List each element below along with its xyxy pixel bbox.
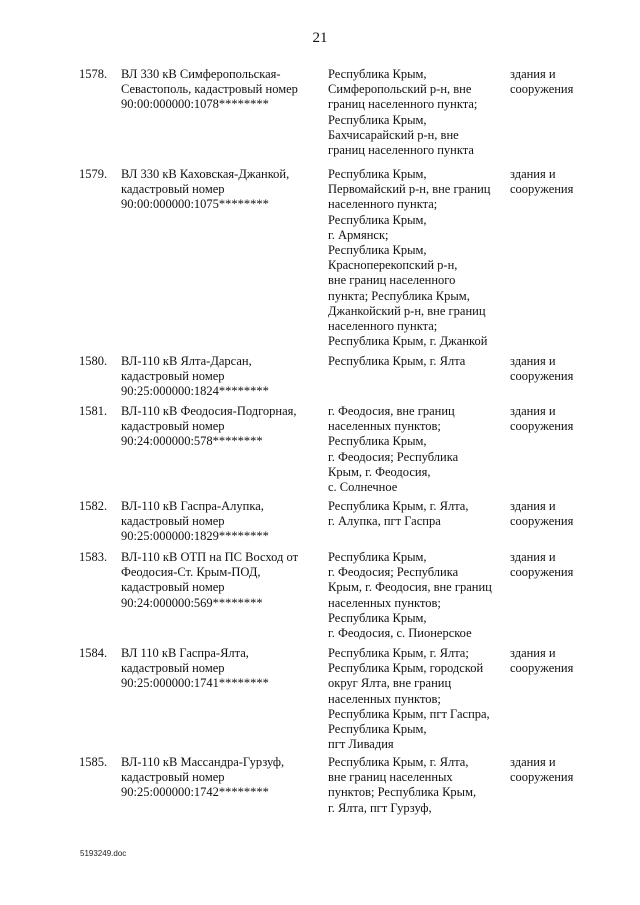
object-address: Республика Крым, г. Феодосия; Республика Крым, г. Феодосия, вне границ населенных пунктов; Республика Крым, г. Феодосия, с. Пионерское	[328, 550, 492, 641]
object-name: ВЛ 330 кВ Каховская-Джанкой, кадастровый номер 90:00:000000:1075********	[121, 167, 290, 212]
table-row	[0, 550, 640, 646]
row-number: 1583.	[79, 550, 108, 564]
object-address: Республика Крым, Первомайский р-н, вне границ населенного пункта; Республика Крым, г. Армянск; Республика Крым, Красноперекопский р-н, вне границ населенного пункта; Республика Крым, Джанкойский р-н, вне границ населенного пункта; Республика Крым, г. Джанкой	[328, 167, 491, 349]
table-row	[0, 646, 640, 755]
object-name: ВЛ-110 кВ Гаспра-Алупка, кадастровый номер 90:25:000000:1829********	[121, 499, 269, 544]
row-number: 1585.	[79, 755, 108, 769]
object-address: Республика Крым, г. Ялта, г. Алупка, пгт Гаспра	[328, 499, 469, 529]
object-address: г. Феодосия, вне границ населенных пунктов; Республика Крым, г. Феодосия; Республика Крым, г. Феодосия, с. Солнечное	[328, 404, 459, 495]
object-name: ВЛ-110 кВ Феодосия-Подгорная, кадастровый номер 90:24:000000:578********	[121, 404, 297, 449]
row-number: 1584.	[79, 646, 108, 660]
row-number: 1579.	[79, 167, 108, 181]
object-type: здания и сооружения	[510, 167, 574, 197]
object-type: здания и сооружения	[510, 755, 574, 785]
table-row	[0, 354, 640, 404]
object-type: здания и сооружения	[510, 499, 574, 529]
row-number: 1582.	[79, 499, 108, 513]
row-number: 1581.	[79, 404, 108, 418]
object-name: ВЛ-110 кВ Массандра-Гурзуф, кадастровый номер 90:25:000000:1742********	[121, 755, 285, 800]
object-address: Республика Крым, г. Ялта, вне границ населенных пунктов; Республика Крым, г. Ялта, пгт Гурзуф,	[328, 755, 477, 815]
row-number: 1580.	[79, 354, 108, 368]
table-row	[0, 499, 640, 550]
object-name: ВЛ-110 кВ ОТП на ПС Восход от Феодосия-Ст. Крым-ПОД, кадастровый номер 90:24:000000:569********	[121, 550, 299, 610]
table-row	[0, 404, 640, 499]
objects-table	[0, 67, 640, 825]
object-name: ВЛ-110 кВ Ялта-Дарсан, кадастровый номер 90:25:000000:1824********	[121, 354, 269, 399]
document-filename: 5193249.doc	[80, 849, 127, 858]
table-row	[0, 67, 640, 167]
page-number: 21	[312, 30, 328, 46]
object-type: здания и сооружения	[510, 67, 574, 97]
table-row	[0, 167, 640, 354]
table-row	[0, 755, 640, 825]
object-address: Республика Крым, Симферопольский р-н, вне границ населенного пункта; Республика Крым, Бахчисарайский р-н, вне границ населенного пункта	[328, 67, 478, 158]
row-number: 1578.	[79, 67, 108, 81]
object-address: Республика Крым, г. Ялта	[328, 354, 466, 368]
object-type: здания и сооружения	[510, 550, 574, 580]
object-address: Республика Крым, г. Ялта; Республика Крым, городской округ Ялта, вне границ населенных пунктов; Республика Крым, пгт Гаспра, Республика Крым, пгт Ливадия	[328, 646, 490, 752]
object-name: ВЛ 110 кВ Гаспра-Ялта, кадастровый номер 90:25:000000:1741********	[121, 646, 269, 691]
object-type: здания и сооружения	[510, 646, 574, 676]
object-type: здания и сооружения	[510, 354, 574, 384]
object-name: ВЛ 330 кВ Симферопольская- Севастополь, кадастровый номер 90:00:000000:1078********	[121, 67, 298, 112]
object-type: здания и сооружения	[510, 404, 574, 434]
